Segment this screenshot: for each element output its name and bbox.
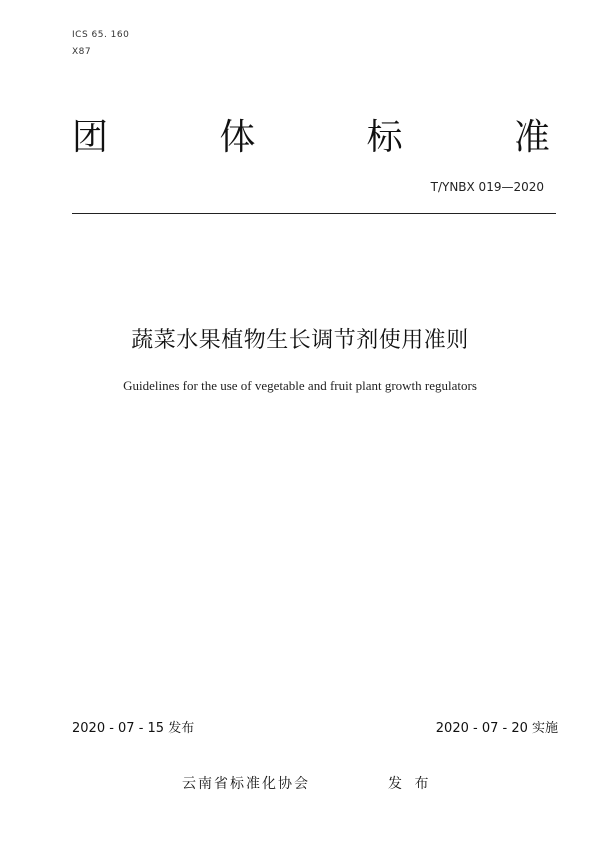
ccs-code: X87: [72, 47, 92, 57]
implementation-date: 2020 - 07 - 20 实施: [435, 721, 558, 736]
document-title-chinese: 蔬菜水果植物生长调节剂使用准则: [131, 328, 469, 353]
standard-type-heading: [72, 114, 550, 162]
standard-type-char: 标: [366, 117, 403, 158]
publisher-name: 云南省标准化协会: [182, 776, 310, 792]
ics-code: ICS 65. 160: [72, 30, 130, 40]
standard-type-char: 团: [72, 117, 109, 158]
publish-label: 发 布: [388, 776, 433, 792]
standard-number: T/YNBX 019—2020: [430, 180, 544, 194]
standard-type-char: 准: [513, 117, 550, 158]
issue-date: 2020 - 07 - 15 发布: [72, 721, 195, 736]
standard-type-char: 体: [219, 117, 256, 158]
header-divider: [72, 213, 556, 214]
document-title-english: Guidelines for the use of vegetable and fruit plant growth regulators: [123, 378, 477, 393]
